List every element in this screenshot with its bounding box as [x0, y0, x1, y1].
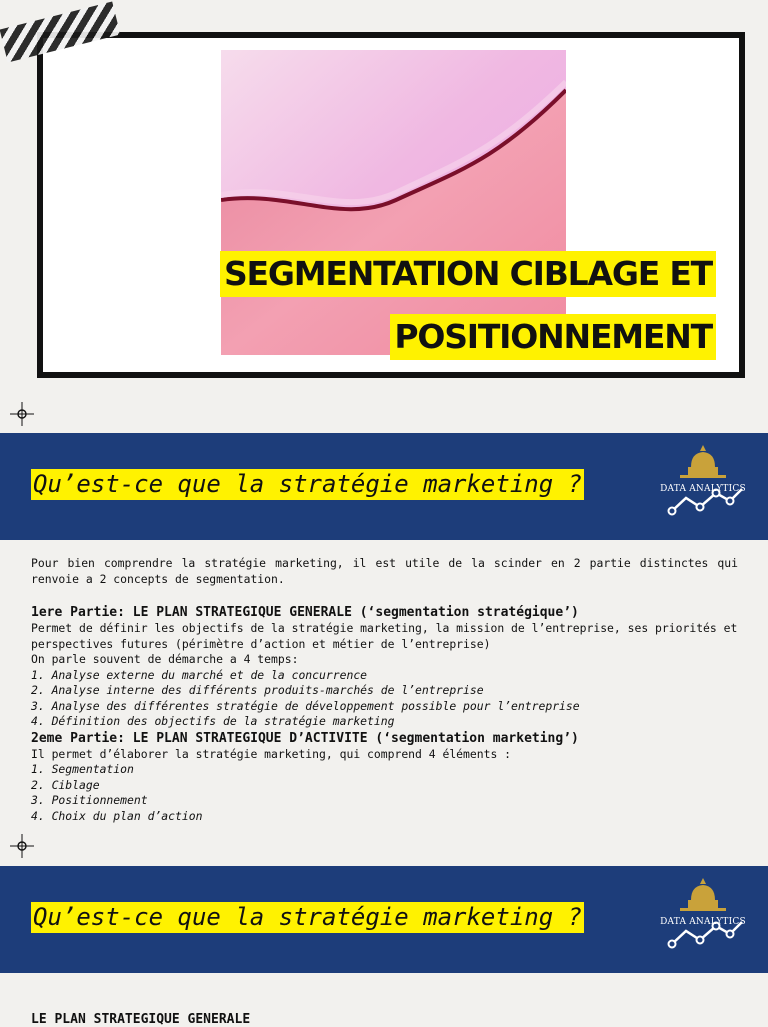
dome-chart-icon	[660, 445, 746, 521]
logo-text: DATA ANALYTICS	[660, 917, 746, 927]
section-banner	[0, 866, 768, 973]
slide-content	[31, 556, 738, 824]
list-item: 2. Analyse interne des différents produits-marchés de l’entreprise	[31, 683, 484, 697]
cover-title-line2: POSITIONNEMENT	[390, 314, 716, 360]
list-item: 2. Ciblage	[31, 777, 100, 792]
part2-heading: 2eme Partie: LE PLAN STRATEGIQUE D’ACTIVITE (‘segmentation marketing’)	[31, 730, 579, 746]
data-analytics-logo	[660, 878, 746, 954]
list-item: 4. Choix du plan d’action	[31, 808, 203, 823]
data-analytics-logo	[660, 445, 746, 521]
dome-chart-icon	[660, 878, 746, 954]
part1-lead: On parle souvent de démarche a 4 temps:	[31, 652, 299, 666]
part2-list	[31, 762, 738, 824]
crosshair-icon	[10, 402, 34, 426]
list-item: 3. Positionnement	[31, 793, 148, 807]
cover-title-line1: SEGMENTATION CIBLAGE ET	[220, 251, 716, 297]
cover-frame	[37, 32, 745, 378]
intro-paragraph: Pour bien comprendre la stratégie marketing, il est utile de la scinder en 2 partie distinctes qui renvoie a 2 concepts de segmentation.	[31, 556, 738, 586]
list-item: 1. Segmentation	[31, 762, 134, 776]
crosshair-icon	[10, 834, 34, 858]
part2-lead: Il permet d’élaborer la stratégie marketing, qui comprend 4 éléments :	[31, 746, 512, 761]
next-slide-heading: LE PLAN STRATEGIQUE GENERALE	[31, 1012, 251, 1027]
banner-title: Qu’est-ce que la stratégie marketing ?	[33, 470, 583, 498]
section-banner	[0, 433, 768, 540]
cover-artwork	[221, 50, 566, 355]
banner-title: Qu’est-ce que la stratégie marketing ?	[33, 903, 583, 931]
list-item: 3. Analyse des différentes stratégie de développement possible pour l’entreprise	[31, 698, 580, 713]
part1-list	[31, 668, 738, 730]
part1-heading: 1ere Partie: LE PLAN STRATEGIQUE GENERALE (‘segmentation stratégique’)	[31, 605, 579, 620]
part1-description: Permet de définir les objectifs de la stratégie marketing, la mission de l’entreprise, ses priorités et perspectives futures (périmètre d’action et métier de l’entreprise)	[31, 621, 738, 651]
logo-text: DATA ANALYTICS	[660, 484, 746, 494]
list-item: 4. Définition des objectifs de la stratégie marketing	[31, 714, 395, 728]
list-item: 1. Analyse externe du marché et de la concurrence	[31, 667, 368, 682]
